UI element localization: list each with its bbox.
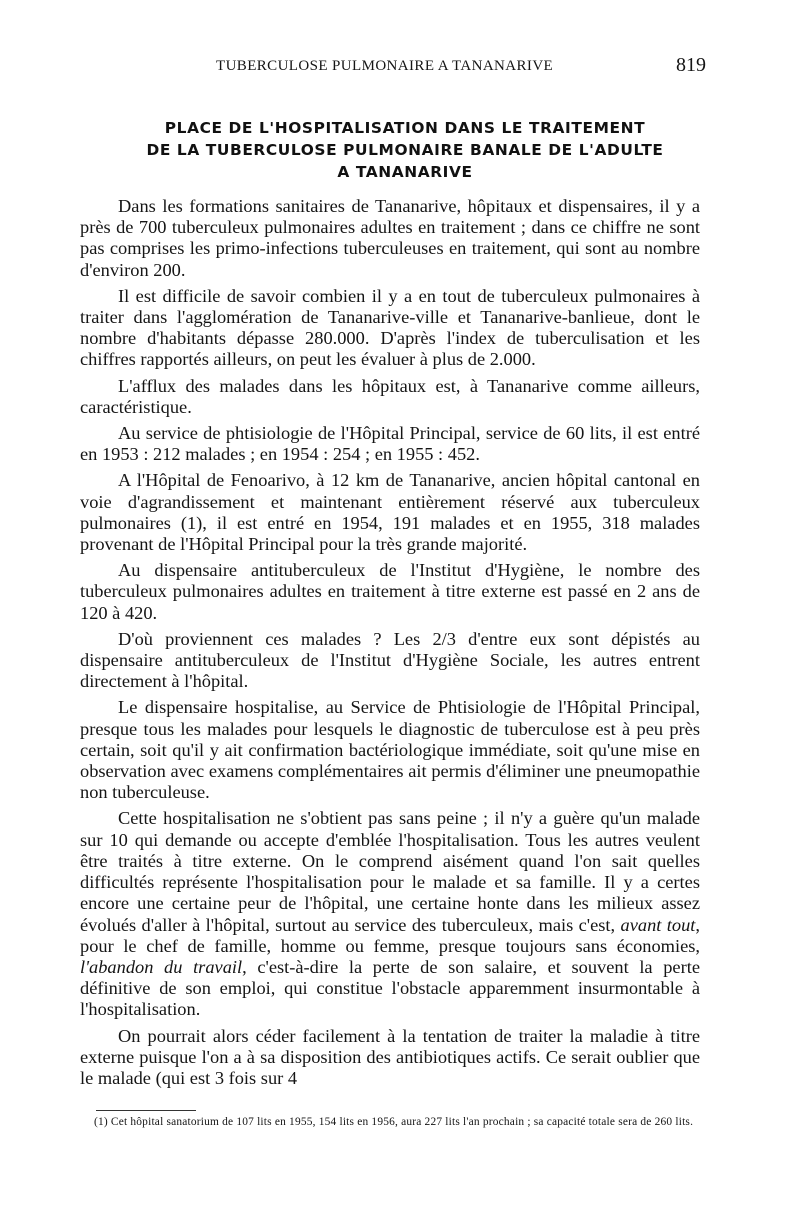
paragraph-5: A l'Hôpital de Fenoarivo, à 12 km de Tananarive, ancien hôpital cantonal en voie d'agrandissement et maintenant entièrement réservé aux tuberculeux pulmonaires (1), il est entré en 1954, 191 malades et en 1955, 318 malades provenant de l'Hôpital Principal pour la très grande majorité. xyxy=(80,470,700,555)
paragraph-7: D'où proviennent ces malades ? Les 2/3 d'entre eux sont dépistés au dispensaire antituberculeux de l'Institut d'Hygiène Sociale, les autres entrent directement à l'hôpital. xyxy=(80,628,700,692)
emphasis-abandon-du-travail: l'abandon du travail xyxy=(80,956,243,977)
article-body xyxy=(80,196,700,1094)
paragraph-9-text-b: , pour le chef de famille, homme ou femme, presque toujours sans économies, xyxy=(80,914,700,956)
running-header xyxy=(0,56,800,80)
title-line-3: A TANANARIVE xyxy=(337,163,473,181)
running-title: TUBERCULOSE PULMONAIRE A TANANARIVE xyxy=(216,58,554,74)
paragraph-1: Dans les formations sanitaires de Tananarive, hôpitaux et dispensaires, il y a près de 700 tuberculeux pulmonaires adultes en traitement ; dans ce chiffre ne sont pas comprises les primo-infections tuberculeuses en traitement, qui sont au nombre d'environ 200. xyxy=(80,196,700,280)
footnote-text: (1) Cet hôpital sanatorium de 107 lits en 1955, 154 lits en 1956, aura 227 lits l'an prochain ; sa capacité totale sera de 260 lits. xyxy=(94,1116,694,1128)
paragraph-9 xyxy=(80,808,700,1020)
footnote xyxy=(80,1116,700,1129)
emphasis-avant-tout: avant tout xyxy=(620,914,696,935)
paragraph-9-text-c: , c'est-à-dire la perte de son salaire, et souvent la perte définitive de son emploi, qui constitue l'obstacle apparemment insurmontable à l'hospitalisation. xyxy=(80,956,700,1020)
title-line-2: DE LA TUBERCULOSE PULMONAIRE BANALE DE L'ADULTE xyxy=(146,141,664,159)
title-line-1: PLACE DE L'HOSPITALISATION DANS LE TRAITEMENT xyxy=(164,119,646,137)
paragraph-6: Au dispensaire antituberculeux de l'Institut d'Hygiène, le nombre des tuberculeux pulmonaires adultes en traitement à titre externe est passé en 2 ans de 120 à 420. xyxy=(80,560,700,623)
paragraph-8: Le dispensaire hospitalise, au Service de Phtisiologie de l'Hôpital Principal, presque tous les malades pour lesquels le diagnostic de tuberculose est à peu près certain, soit qu'il y ait confirmation bactériologique immédiate, soit qu'une mise en observation avec examens complémentaires ait permis d'éliminer une pneumopathie non tuberculeuse. xyxy=(80,697,700,803)
page-number: 819 xyxy=(676,54,706,76)
paragraph-10: On pourrait alors céder facilement à la tentation de traiter la maladie à titre externe puisque l'on a à sa disposition des antibiotiques actifs. Ce serait oublier que le malade (qui est 3 fois sur 4 xyxy=(80,1025,700,1088)
article-title xyxy=(60,117,750,183)
paragraph-3: L'afflux des malades dans les hôpitaux est, à Tananarive comme ailleurs, caractéristique. xyxy=(80,375,700,417)
paragraph-4: Au service de phtisiologie de l'Hôpital Principal, service de 60 lits, il est entré en 1953 : 212 malades ; en 1954 : 254 ; en 1955 : 452. xyxy=(80,423,700,465)
footnote-divider xyxy=(96,1110,196,1111)
paragraph-9-text-a: Cette hospitalisation ne s'obtient pas sans peine ; il n'y a guère qu'un malade sur 10 qui demande ou accepte d'emblée l'hospitalisation. Tous les autres veulent être traités à titre externe. On le comprend aisément quand l'on sait quelles difficultés représente l'hospitalisation pour le malade et sa famille. Il y a certes encore une certaine peur de l'hôpital, une certaine honte dans les milieux assez évolués d'aller à l'hôpital, surtout au service des tuberculeux, mais c'est, xyxy=(80,808,700,935)
paragraph-2: Il est difficile de savoir combien il y a en tout de tuberculeux pulmonaires à traiter dans l'agglomération de Tananarive-ville et Tananarive-banlieue, dont le nombre d'habitants dépasse 280.000. D'après l'index de tuberculisation et les chiffres rapportés ailleurs, on peut les évaluer à plus de 2.000. xyxy=(80,285,700,370)
